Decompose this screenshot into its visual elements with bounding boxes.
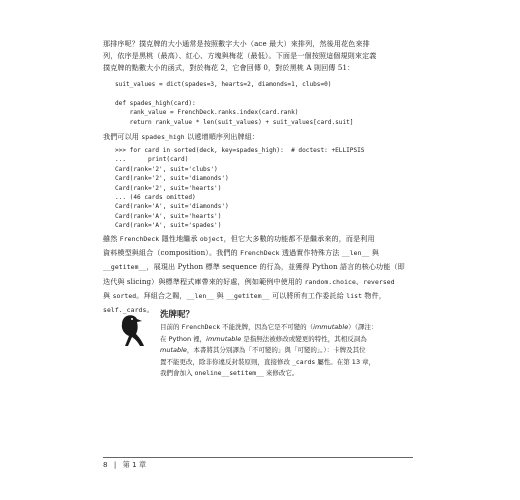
note-title: 洗牌呢？ — [160, 310, 195, 320]
page-footer — [103, 460, 150, 470]
chapter-label: 第 1 章 — [122, 460, 147, 469]
code-block-sorted-deck: >>> for card in sorted(deck, key=spades_high): # doctest: +ELLIPSIS ... print(card) Card(rank='2', suit='clubs') Card(rank='2', suit='diamonds') Card(rank='2', suit='hearts') ... (46 cards omitted) Card(rank='A', suit='diamonds') Card(rank='A', suit='hearts') Card(rank='A', suit='spades') — [115, 147, 365, 230]
paragraph-list-order: 我們可以用 spades_high 以遞增順序列出牌組： — [103, 132, 260, 141]
footer-separator: | — [113, 460, 117, 469]
note-shuffle: 目前的 FrenchDeck 不能洗牌，因為它是不可變的（immutable）（譯注： 在 Python 裡，immutable 是指無法被修改或變更的特性，其相反詞為 mutable，本書將其分別譯為「不可變的」與「可變的」。）：卡牌及其位 置不能更改，除非你違反封裝原則，直接修改 _cards 屬性。在第 13 章， 我們會加入 oneline__setitem__ 來修改它。 — [160, 323, 378, 378]
paragraph-composition: 雖然 FrenchDeck 隱性地繼承 object，但它大多數的功能都不是繼承來的，而是利用 資料模型與組合（composition）。我們的 FrenchDeck 透過實作特殊方法 __len__ 與 __getitem__，展現出 Python 標準 sequence 的行為，並獲得 Python 語言的核心功能（即 迭代與 slicing）與標準程式庫帶來的好處，例如範例中使用的 random.choice、reversed 與 sorted。拜組合之賜，__len__ 與 __getitem__ 可以將所有工作委託給 list 物件， self._cards。 — [103, 234, 405, 315]
code-block-spades-high: suit_values = dict(spades=3, hearts=2, diamonds=1, clubs=0) def spades_high(card): rank_value = FrenchDeck.ranks.index(card.rank) return rank_value * len(suit_values) + suit_values[card.suit] — [115, 81, 354, 126]
page-number: 8 — [103, 460, 108, 469]
paragraph-sorting-intro: 那排序呢？撲克牌的大小通常是按照數字大小（ace 最大）來排列，然後用花色來排 列，依序是黑桃（最高）、紅心、方塊與梅花（最低）。下面是一個按照這個規則來定義 撲克牌的點數大小的函式，對於梅花 2，它會回傳 0，對於黑桃 A 則回傳 51： — [103, 39, 377, 72]
crow-icon — [117, 313, 147, 347]
footer-divider — [103, 457, 413, 458]
